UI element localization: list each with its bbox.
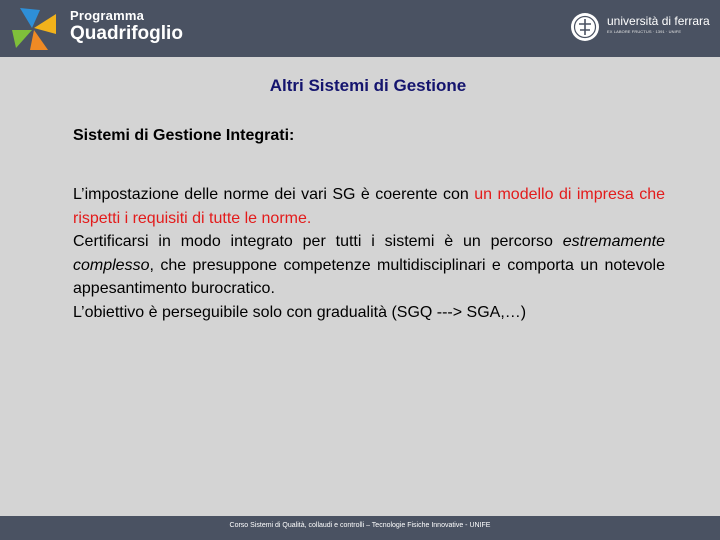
header-bar (0, 0, 720, 57)
paragraph-2-italic: estremamente complesso (73, 233, 665, 274)
paragraph-3: L’obiettivo è perseguibile solo con gradualità (SGQ ---> SGA,…) (73, 303, 527, 321)
slide-title-text: Altri Sistemi di Gestione (269, 76, 467, 95)
brand-line-1: Programma (70, 8, 145, 23)
paragraph-1 (73, 183, 665, 230)
paragraph-2-text-a: Certificarsi in modo integrato per tutti i sistemi è un percorso (73, 233, 563, 250)
footer-bar (0, 516, 720, 540)
slide-subtitle: Sistemi di Gestione Integrati: (73, 127, 295, 144)
paragraph-1-highlight: un modello di impresa che rispetti i requisiti di tutte le norme. (73, 186, 666, 227)
footer-text: Corso Sistemi di Qualità, collaudi e controlli – Tecnologie Fisiche Innovative - UNIFE (229, 522, 491, 529)
brand-name (70, 9, 183, 43)
slide-title (0, 76, 720, 96)
university-tagline: EX LABORE FRUCTUS · 1391 · UNIFE (607, 29, 682, 34)
paragraph-2-text-b: , che presuppone competenze multidisciplinari e comporta un notevole appesantimento burocratico. (73, 256, 665, 297)
paragraph-2 (73, 230, 665, 301)
quadrifoglio-logo-icon (4, 4, 64, 54)
slide-body (73, 183, 665, 324)
brand-line-2: Quadrifoglio (70, 23, 183, 44)
university-seal-icon (570, 11, 600, 43)
university-name: università di ferrara (607, 14, 710, 28)
university-branding (607, 15, 710, 34)
paragraph-1-text: L’impostazione delle norme dei vari SG è coerente con (73, 186, 475, 203)
